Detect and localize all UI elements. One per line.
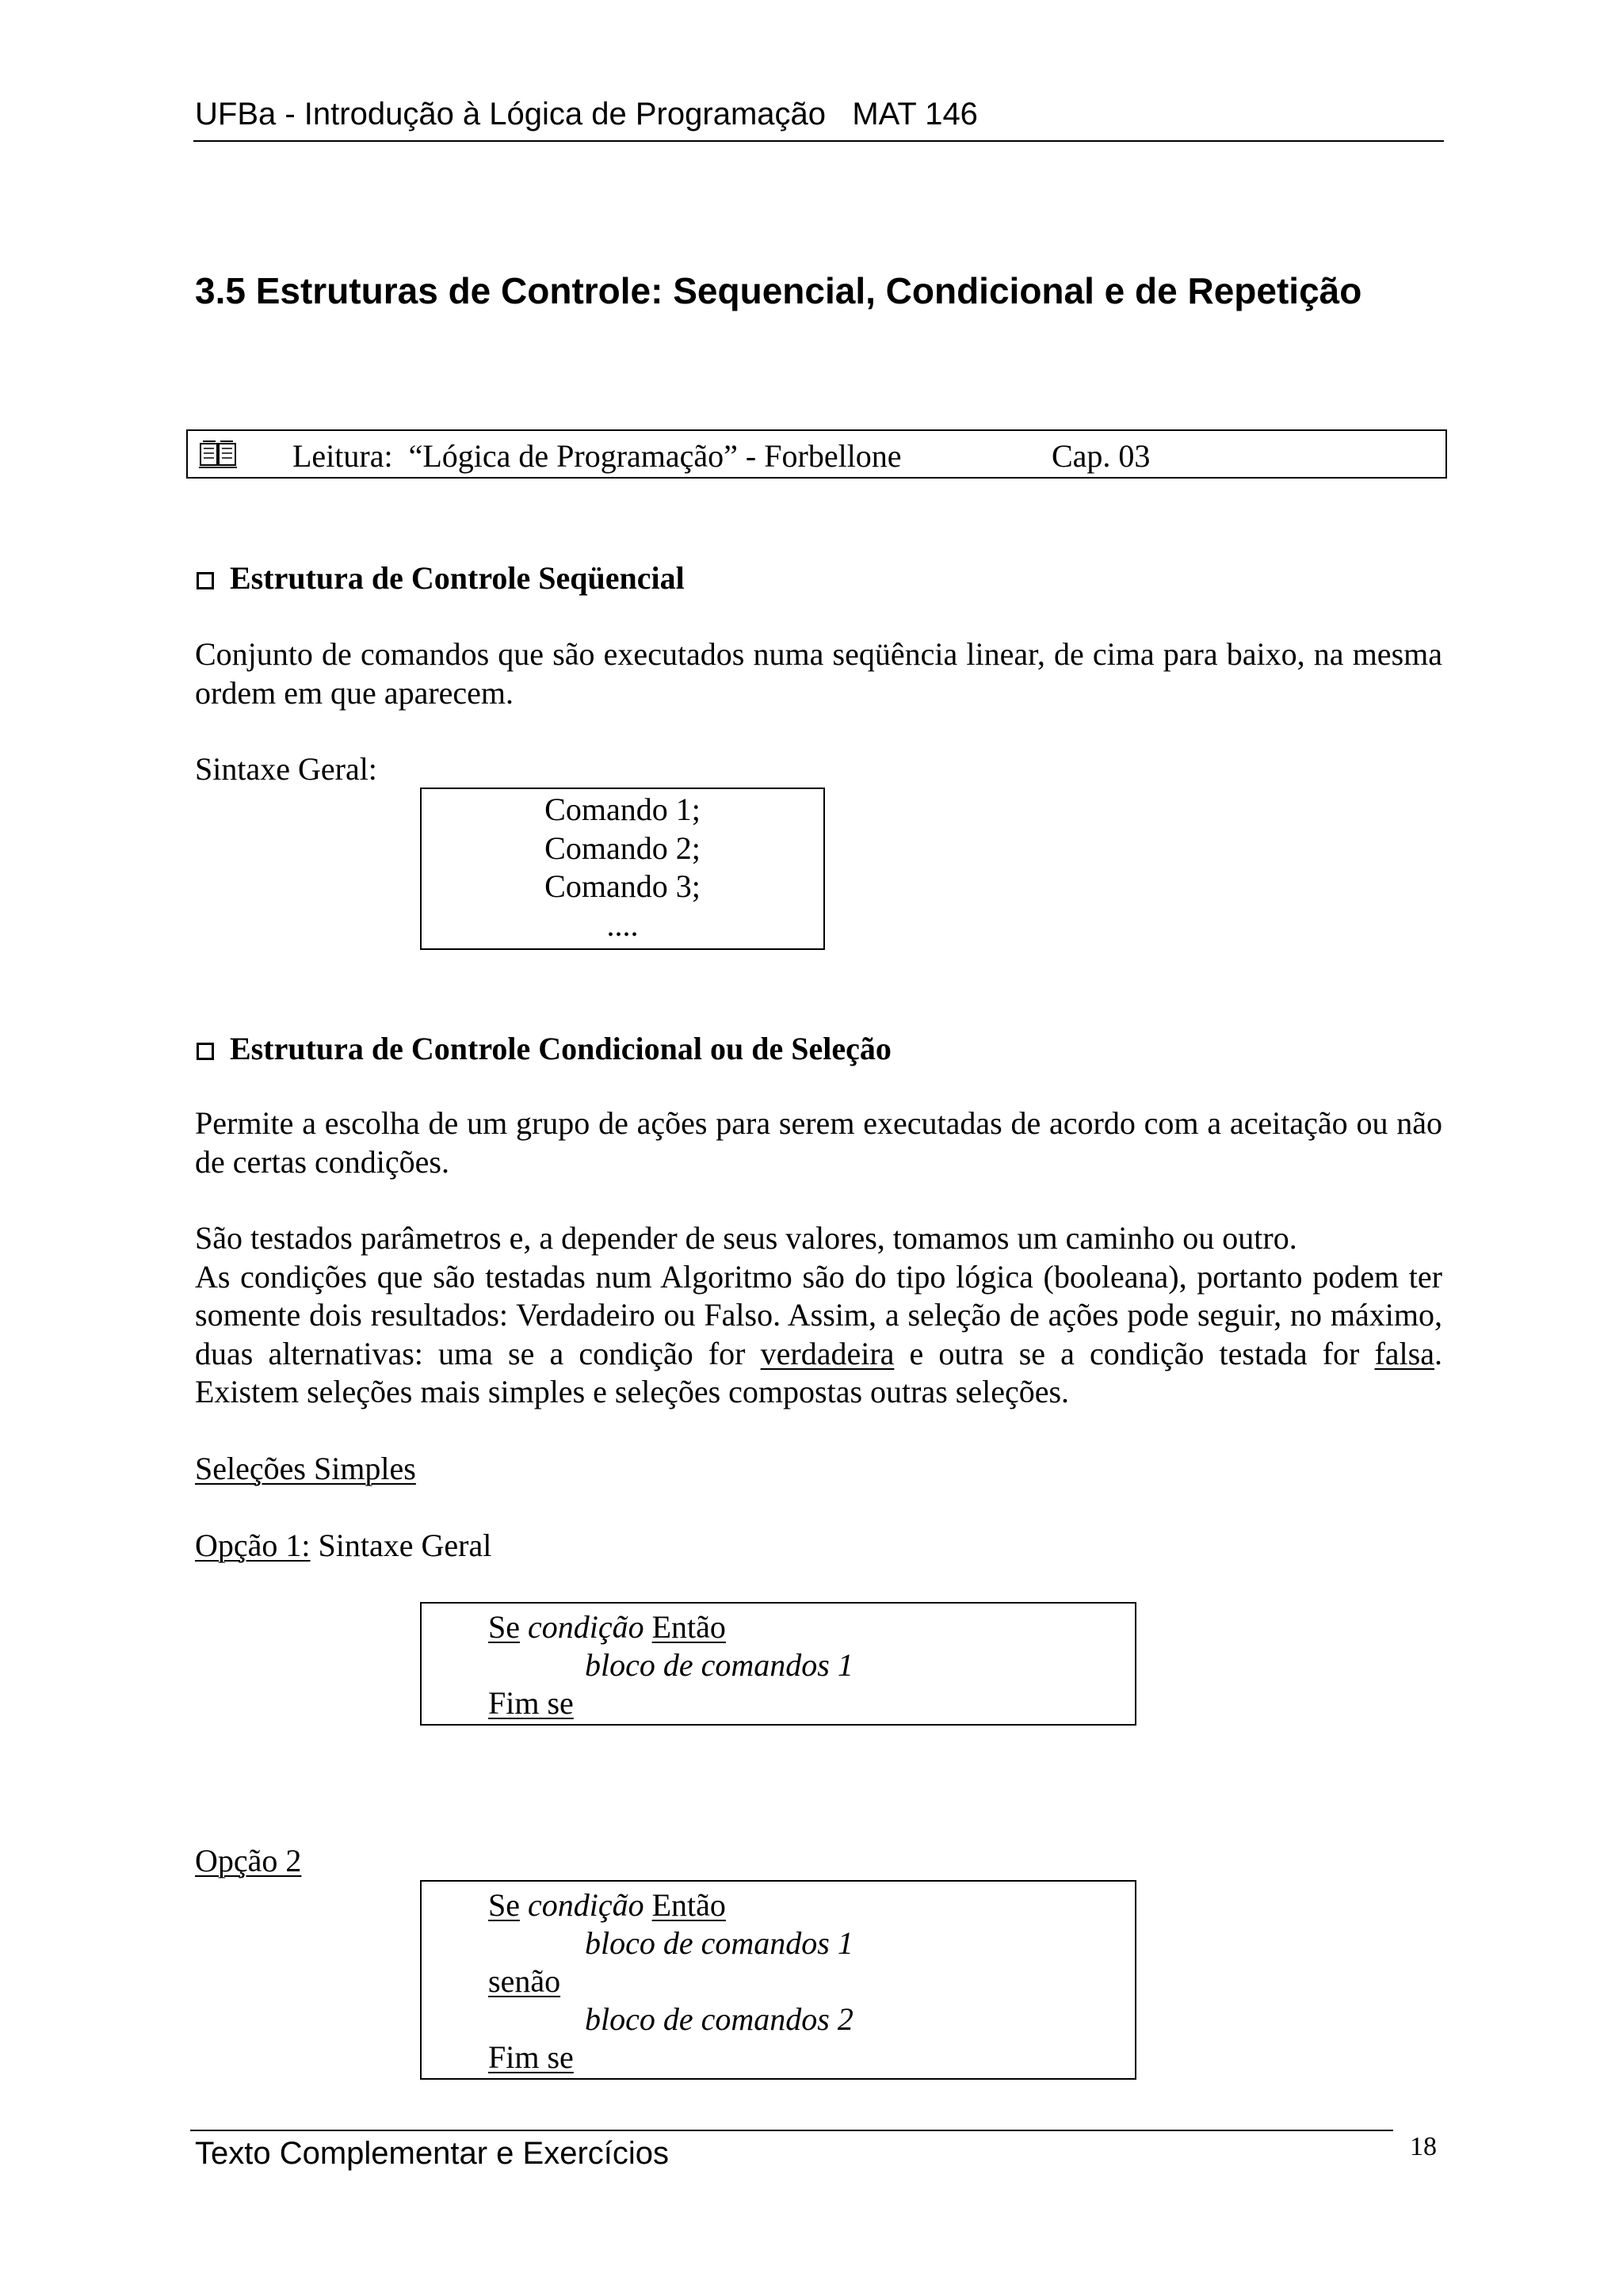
- option1-heading: [195, 1527, 491, 1564]
- option1-suffix: Sintaxe Geral: [310, 1527, 492, 1563]
- underlined-word-true: verdadeira: [760, 1335, 895, 1371]
- keyword-fim-se: Fim se: [488, 2039, 574, 2075]
- paragraph-text: . Existem seleções mais simples e seleções compostas outras seleções.: [195, 1335, 1442, 1409]
- reading-reference-box: [186, 429, 1447, 479]
- reading-chapter: Cap. 03: [1052, 438, 1151, 474]
- code-line-end: [488, 1684, 574, 1722]
- running-header: UFBa - Introdução à Lógica de Programação MAT 146: [195, 97, 978, 132]
- checkbox-icon: [197, 1043, 214, 1060]
- keyword-se: Se: [488, 1887, 520, 1923]
- option1-label: Opção 1:: [195, 1527, 311, 1563]
- conditional-paragraph: [195, 1219, 1442, 1412]
- code-line-if: [488, 1886, 726, 1924]
- underlined-word-false: falsa: [1374, 1335, 1434, 1371]
- keyword-entao: Então: [651, 1887, 726, 1923]
- open-book-icon: [198, 439, 238, 469]
- conditional-heading-text: Estrutura de Controle Condicional ou de Seleção: [230, 1031, 892, 1066]
- running-footer: Texto Complementar e Exercícios: [195, 2136, 670, 2171]
- keyword-se: Se: [488, 1609, 520, 1645]
- header-rule: [193, 140, 1444, 142]
- syntax-line: Comando 1;: [544, 791, 701, 827]
- block-text: bloco de comandos 2: [585, 2001, 854, 2037]
- block-text: bloco de comandos 1: [585, 1925, 854, 1961]
- reading-label: Leitura: “Lógica de Programação” - Forbellone: [292, 438, 902, 474]
- code-line-block2: [585, 2000, 854, 2038]
- page-number: 18: [1410, 2132, 1437, 2161]
- code-line-if: [488, 1608, 726, 1646]
- condition-text: condição: [528, 1609, 644, 1645]
- keyword-entao: Então: [651, 1609, 726, 1645]
- sequential-heading: [197, 559, 685, 597]
- option2-syntax-box: [420, 1880, 1136, 2080]
- code-line-block1: [585, 1646, 854, 1684]
- option1-syntax-box: [420, 1602, 1136, 1726]
- checkbox-icon: [197, 572, 214, 589]
- sequential-heading-text: Estrutura de Controle Seqüencial: [230, 560, 685, 596]
- block-text: bloco de comandos 1: [585, 1647, 854, 1683]
- code-line-block1: [585, 1924, 854, 1962]
- code-line-else: [488, 1962, 560, 2000]
- paragraph-line: São testados parâmetros e, a depender de seus valores, tomamos um caminho ou outro.: [195, 1220, 1297, 1256]
- section-title: 3.5 Estruturas de Controle: Sequencial, Condicional e de Repetição: [195, 270, 1362, 311]
- syntax-line: ....: [606, 906, 639, 943]
- condition-text: condição: [528, 1887, 644, 1923]
- syntax-line: Comando 3;: [544, 868, 701, 904]
- simple-selections-label: Seleções Simples: [195, 1451, 416, 1486]
- option2-label: Opção 2: [195, 1843, 302, 1878]
- conditional-heading: [197, 1030, 892, 1067]
- sequential-description: Conjunto de comandos que são executados numa seqüência linear, de cima para baixo, na mesma ordem em que aparecem.: [195, 636, 1442, 711]
- syntax-line: Comando 2;: [544, 830, 701, 866]
- syntax-label: Sintaxe Geral:: [195, 751, 377, 787]
- footer-rule: [190, 2130, 1393, 2131]
- sequential-syntax-box: [420, 788, 825, 950]
- paragraph-text: As condições que são testadas num Algoritmo são do tipo lógica (booleana), portanto podem ter somente dois resultados: Verdadeiro ou Falso. Assim, a seleção de ações pode seguir, no máximo, duas alternativas: uma se a condição for: [195, 1258, 1442, 1371]
- keyword-fim-se: Fim se: [488, 1685, 574, 1721]
- keyword-senao: senão: [488, 1963, 561, 1999]
- conditional-description: Permite a escolha de um grupo de ações para serem executadas de acordo com a aceitação ou não de certas condições.: [195, 1105, 1442, 1180]
- paragraph-text: e outra se a condição testada for: [894, 1335, 1375, 1371]
- code-line-end: [488, 2039, 574, 2076]
